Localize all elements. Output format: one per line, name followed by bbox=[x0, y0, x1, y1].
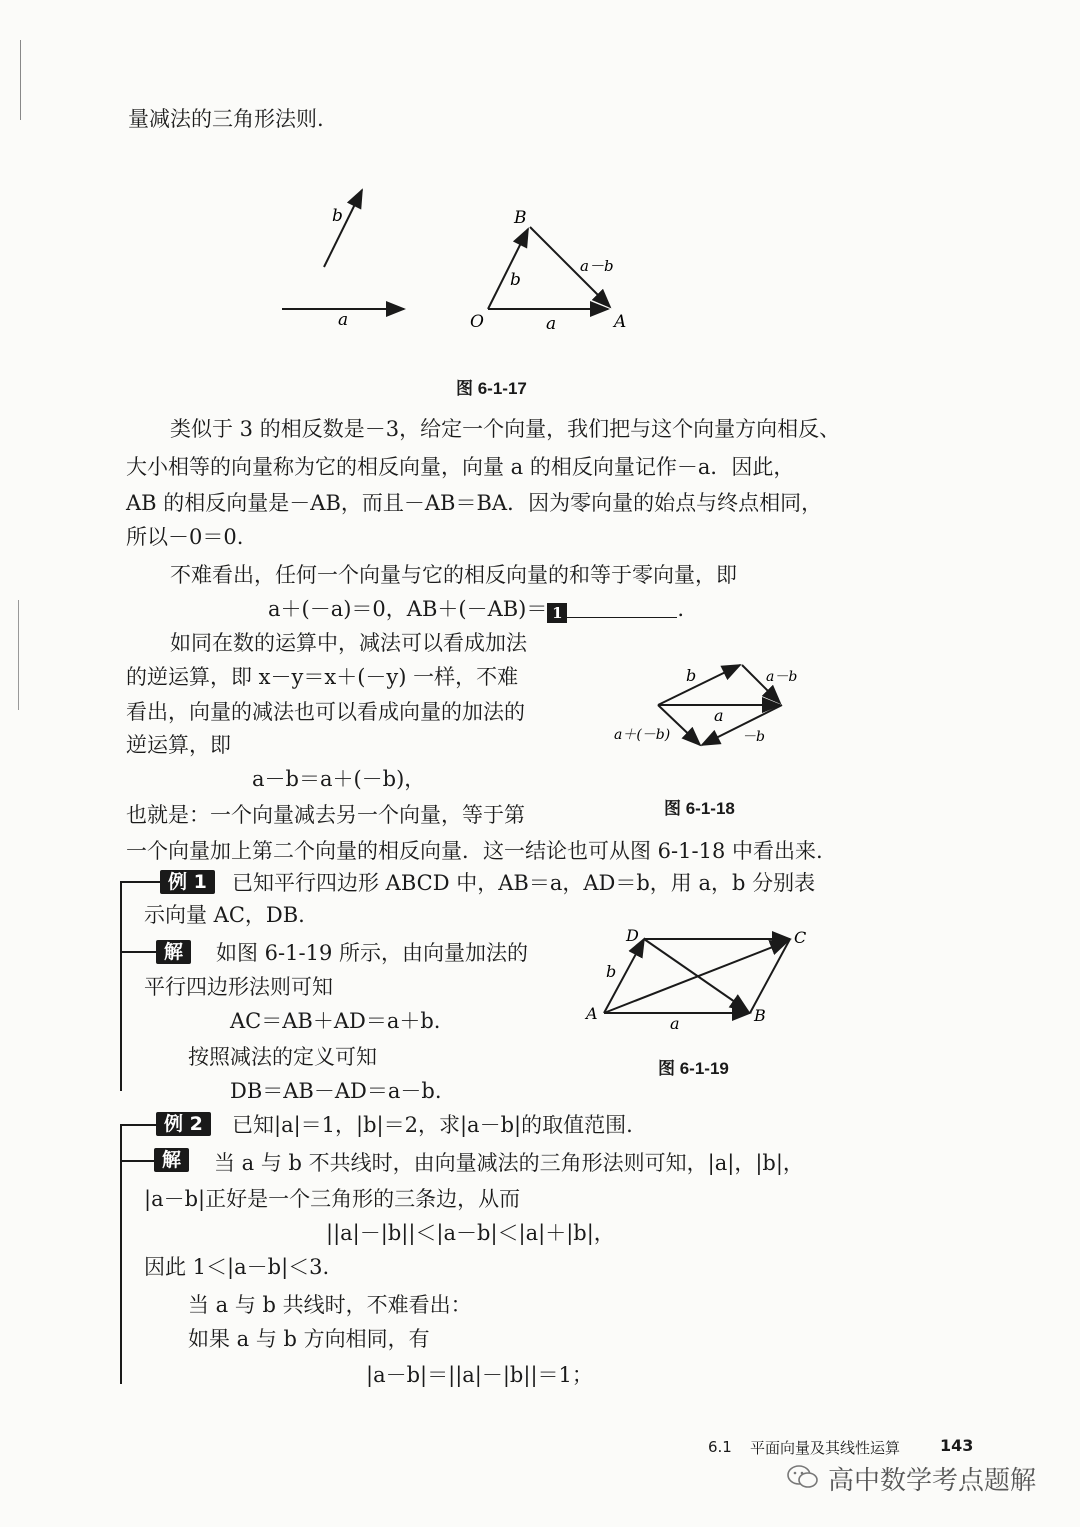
text-line: 所以－0＝0. bbox=[126, 525, 244, 549]
label-apnb: a＋(－b) bbox=[614, 727, 671, 743]
scan-margin-line bbox=[20, 40, 21, 120]
text-line: 不难看出，任何一个向量与它的相反向量的和等于零向量，即 bbox=[170, 563, 737, 587]
example-1-tag: 例 1 bbox=[160, 870, 215, 894]
example-bracket bbox=[120, 1160, 156, 1162]
caption-fig-6-1-19: 图 6-1-19 bbox=[658, 1059, 729, 1078]
watermark: 高中数学考点题解 bbox=[828, 1466, 1037, 1496]
equation: AC＝AB＋AD＝a＋b. bbox=[230, 1009, 441, 1033]
side-BC bbox=[750, 939, 790, 1013]
text-line: 当 a 与 b 共线时，不难看出： bbox=[188, 1293, 472, 1317]
solution-tag: 解 bbox=[156, 940, 191, 964]
caption-fig-6-1-17: 图 6-1-17 bbox=[456, 379, 527, 398]
section-number: 6.1 bbox=[708, 1438, 732, 1456]
scan-margin-line bbox=[18, 600, 19, 710]
example-bracket bbox=[120, 881, 160, 883]
text-line: 一个向量加上第二个向量的相反向量．这一结论也可从图 6-1-18 中看出来. bbox=[126, 839, 823, 863]
text-line: 类似于 3 的相反数是－3，给定一个向量，我们把与这个向量方向相反、 bbox=[170, 417, 841, 441]
label-nb: －b bbox=[742, 729, 765, 745]
text-line: 如图 6-1-19 所示，由向量加法的 bbox=[216, 941, 528, 965]
label-a: a bbox=[338, 310, 349, 330]
diag-DB bbox=[644, 939, 748, 1011]
label-amb: a－b bbox=[580, 257, 614, 275]
text-line: 的逆运算，即 x－y＝x＋(－y) 一样，不难 bbox=[126, 665, 519, 689]
equation: ||a|－|b||＜|a－b|＜|a|＋|b|， bbox=[326, 1221, 615, 1245]
blank-number: 1 bbox=[547, 603, 567, 623]
text-line: 示向量 AC，DB. bbox=[144, 903, 305, 927]
running-title: 平面向量及其线性运算 bbox=[750, 1439, 901, 1457]
text-line: 大小相等的向量称为它的相反向量，向量 a 的相反向量记作－a．因此， bbox=[126, 455, 795, 479]
label-B: B bbox=[514, 208, 527, 228]
wechat-icon bbox=[786, 1464, 820, 1490]
text-line: |a－b|正好是一个三角形的三条边，从而 bbox=[144, 1187, 521, 1211]
label-A: A bbox=[614, 312, 627, 332]
text-line: AB 的相反向量是－AB，而且－AB＝BA．因为零向量的始点与终点相同， bbox=[126, 491, 823, 515]
label-A: A bbox=[586, 1004, 598, 1023]
example-bracket bbox=[120, 881, 122, 1091]
example-2-tag: 例 2 bbox=[156, 1112, 211, 1136]
label-amb: a－b bbox=[766, 669, 798, 685]
text-line: 如同在数的运算中，减法可以看成加法 bbox=[170, 631, 527, 655]
text-line: 如果 a 与 b 方向相同，有 bbox=[188, 1327, 430, 1351]
caption-fig-6-1-18: 图 6-1-18 bbox=[664, 799, 735, 818]
label-b2: b bbox=[510, 270, 521, 290]
label-B: B bbox=[754, 1006, 766, 1025]
text-line: 因此 1＜|a－b|＜3. bbox=[144, 1255, 330, 1279]
label-b: b bbox=[332, 206, 343, 226]
diag-AC bbox=[604, 941, 788, 1013]
text-line: 量减法的三角形法则. bbox=[128, 107, 324, 131]
figure-6-1-19 bbox=[580, 925, 820, 1033]
label-b: b bbox=[606, 962, 617, 981]
label-a2: a bbox=[546, 314, 557, 334]
label-C: C bbox=[794, 928, 807, 947]
answer-blank bbox=[567, 599, 677, 618]
equation: a－b＝a＋(－b)， bbox=[252, 767, 426, 791]
figure-6-1-18 bbox=[610, 655, 850, 775]
vector-ob bbox=[488, 229, 528, 309]
label-a: a bbox=[714, 706, 724, 725]
equation: |a－b|＝||a|－|b||＝1； bbox=[366, 1363, 593, 1387]
example-bracket bbox=[120, 951, 156, 953]
example-bracket bbox=[120, 1124, 122, 1384]
text-line: 按照减法的定义可知 bbox=[188, 1045, 377, 1069]
text-line: 平行四边形法则可知 bbox=[144, 975, 333, 999]
example-bracket bbox=[120, 1124, 156, 1126]
text-line: 当 a 与 b 不共线时，由向量减法的三角形法则可知，|a|，|b|， bbox=[214, 1151, 804, 1175]
page-number: 143 bbox=[940, 1436, 974, 1455]
figure-6-1-17 bbox=[270, 185, 670, 335]
text-line: 也就是：一个向量减去另一个向量，等于第 bbox=[126, 803, 525, 827]
solution-tag: 解 bbox=[154, 1148, 189, 1172]
text-line: 看出，向量的减法也可以看成向量的加法的 bbox=[126, 700, 525, 724]
equation-text: a＋(－a)＝0，AB＋(－AB)＝ bbox=[268, 597, 548, 621]
text-line: 逆运算，即 bbox=[126, 733, 231, 757]
label-b: b bbox=[686, 666, 697, 685]
text-line: 已知|a|＝1，|b|＝2，求|a－b|的取值范围. bbox=[232, 1113, 633, 1137]
text-line: 已知平行四边形 ABCD 中，AB＝a，AD＝b，用 a，b 分别表 bbox=[232, 871, 816, 895]
equation: a＋(－a)＝0，AB＋(－AB)＝ 1 . bbox=[268, 597, 685, 622]
equation: DB＝AB－AD＝a－b. bbox=[230, 1079, 442, 1103]
label-D: D bbox=[626, 926, 639, 945]
label-O: O bbox=[470, 312, 484, 332]
vector-b bbox=[324, 190, 362, 267]
vector-b bbox=[658, 665, 740, 705]
label-a: a bbox=[670, 1014, 680, 1033]
